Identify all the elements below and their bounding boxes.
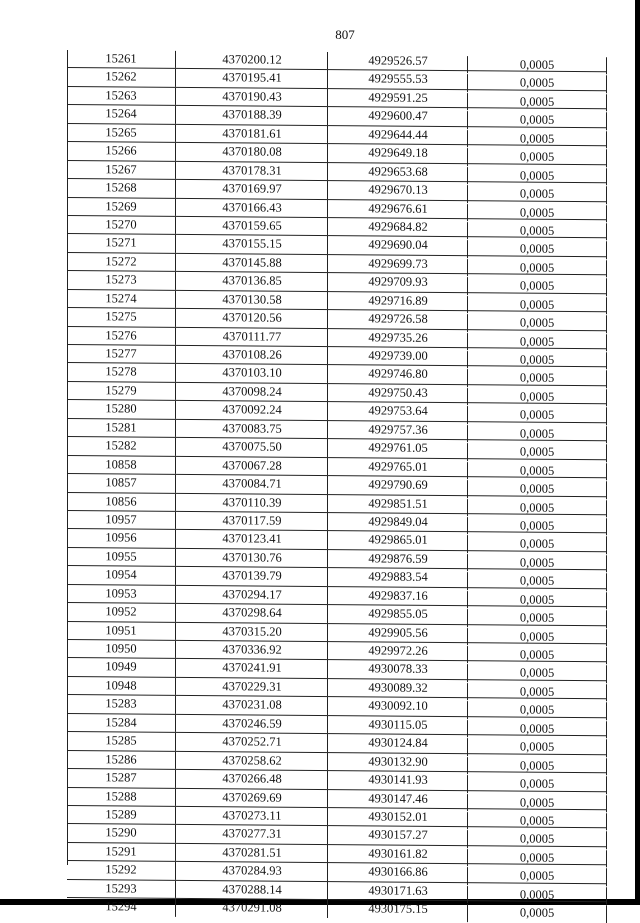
point-number-cell: 15270 [105, 217, 137, 232]
x-coordinate-cell: 4370252.71 [175, 733, 328, 752]
value-cell: 0,0005 [467, 812, 607, 831]
x-coordinate-cell: 4370098.24 [175, 383, 328, 402]
point-number-cell: 15292 [105, 862, 137, 877]
point-number-cell: 15289 [105, 807, 137, 822]
y-coordinate-cell: 4929855.05 [327, 605, 468, 624]
x-coordinate-cell: 4370241.91 [175, 659, 328, 678]
y-coordinate-cell: 4929790.69 [327, 476, 468, 495]
value-cell: 0,0005 [467, 572, 607, 591]
point-number-cell: 10949 [105, 659, 137, 674]
point-number-cell: 15272 [105, 254, 137, 269]
x-coordinate-cell: 4370181.61 [175, 125, 328, 144]
y-coordinate-cell: 4929876.59 [327, 550, 468, 569]
point-number-cell: 15274 [105, 290, 137, 306]
y-coordinate-cell: 4930161.82 [327, 845, 468, 864]
point-number-cell: 10951 [105, 622, 137, 638]
value-cell: 0,0005 [467, 720, 607, 739]
point-number-cell: 15283 [105, 696, 137, 711]
point-number-cell: 15286 [105, 751, 137, 767]
y-coordinate-cell: 4929591.25 [327, 89, 468, 108]
point-number-cell: 15290 [105, 825, 137, 840]
table-row [67, 898, 607, 920]
point-number-cell: 15262 [105, 69, 137, 84]
y-coordinate-cell: 4930147.46 [327, 790, 468, 809]
value-cell: 0,0005 [467, 259, 607, 278]
value-cell: 0,0005 [467, 296, 607, 315]
point-number-cell: 15284 [105, 715, 137, 730]
y-coordinate-cell: 4930092.10 [327, 697, 468, 716]
x-coordinate-cell: 4370075.50 [175, 438, 328, 457]
point-number-cell: 15293 [105, 880, 137, 896]
y-coordinate-cell: 4929883.54 [327, 568, 468, 587]
y-coordinate-cell: 4929600.47 [327, 107, 468, 126]
y-coordinate-cell: 4930157.27 [327, 826, 468, 845]
x-coordinate-cell: 4370178.31 [175, 161, 328, 180]
x-coordinate-cell: 4370103.10 [175, 364, 328, 383]
x-coordinate-cell: 4370083.75 [175, 420, 328, 439]
point-number-cell: 15294 [105, 899, 137, 914]
x-coordinate-cell: 4370269.69 [175, 788, 328, 807]
point-number-cell: 15268 [105, 180, 137, 195]
value-cell: 0,0005 [467, 277, 607, 296]
point-number-cell: 10948 [105, 678, 137, 693]
y-coordinate-cell: 4929735.26 [327, 329, 468, 348]
point-number-cell: 15276 [105, 327, 137, 343]
y-coordinate-cell: 4929837.16 [327, 587, 468, 606]
value-cell: 0,0005 [467, 646, 607, 665]
x-coordinate-cell: 4370111.77 [175, 327, 328, 346]
point-number-cell: 15282 [105, 438, 137, 453]
y-coordinate-cell: 4929670.13 [327, 181, 468, 200]
value-cell: 0,0005 [467, 904, 607, 923]
y-coordinate-cell: 4929972.26 [327, 642, 468, 661]
value-cell: 0,0005 [467, 554, 607, 573]
y-coordinate-cell: 4929676.61 [327, 200, 468, 219]
value-cell: 0,0005 [467, 480, 607, 499]
x-coordinate-cell: 4370180.08 [175, 143, 328, 162]
point-number-cell: 15265 [105, 125, 137, 140]
y-coordinate-cell: 4929905.56 [327, 624, 468, 643]
point-number-cell: 15280 [105, 401, 137, 416]
x-coordinate-cell: 4370123.41 [175, 530, 328, 549]
value-cell: 0,0005 [467, 148, 607, 167]
value-cell: 0,0005 [467, 831, 607, 850]
y-coordinate-cell: 4930166.86 [327, 863, 468, 882]
value-cell: 0,0005 [467, 333, 607, 352]
y-coordinate-cell: 4930124.84 [327, 734, 468, 753]
value-cell: 0,0005 [467, 517, 607, 536]
point-number-cell: 10954 [105, 567, 137, 582]
x-coordinate-cell: 4370159.65 [175, 217, 328, 236]
y-coordinate-cell: 4929653.68 [327, 163, 468, 182]
value-cell: 0,0005 [467, 536, 607, 555]
x-coordinate-cell: 4370288.14 [175, 881, 328, 900]
x-coordinate-cell: 4370110.39 [175, 493, 328, 512]
value-cell: 0,0005 [467, 222, 607, 241]
x-coordinate-cell: 4370169.97 [175, 180, 328, 199]
x-coordinate-cell: 4370190.43 [175, 88, 328, 107]
value-cell: 0,0005 [467, 443, 607, 462]
value-cell: 0,0005 [467, 591, 607, 610]
y-coordinate-cell: 4929644.44 [327, 126, 468, 145]
point-number-cell: 15271 [105, 235, 137, 250]
y-coordinate-cell: 4929746.80 [327, 365, 468, 384]
x-coordinate-cell: 4370139.79 [175, 567, 328, 586]
y-coordinate-cell: 4929851.51 [327, 495, 468, 514]
value-cell: 0,0005 [467, 701, 607, 720]
value-cell: 0,0005 [467, 185, 607, 204]
value-cell: 0,0005 [467, 204, 607, 223]
point-number-cell: 10955 [105, 549, 137, 564]
value-cell: 0,0005 [467, 683, 607, 702]
x-coordinate-cell: 4370117.59 [175, 512, 328, 531]
point-number-cell: 15285 [105, 733, 137, 748]
x-coordinate-cell: 4370291.08 [175, 899, 328, 918]
value-cell: 0,0005 [467, 757, 607, 776]
point-number-cell: 15287 [105, 770, 137, 785]
value-cell: 0,0005 [467, 130, 607, 149]
y-coordinate-cell: 4929761.05 [327, 439, 468, 458]
x-coordinate-cell: 4370229.31 [175, 678, 328, 697]
y-coordinate-cell: 4929555.53 [327, 70, 468, 89]
y-coordinate-cell: 4930078.33 [327, 660, 468, 679]
y-coordinate-cell: 4929750.43 [327, 384, 468, 403]
value-cell: 0,0005 [467, 849, 607, 868]
value-cell: 0,0005 [467, 738, 607, 757]
x-coordinate-cell: 4370155.15 [175, 235, 328, 254]
point-number-cell: 10856 [105, 493, 137, 509]
x-coordinate-cell: 4370266.48 [175, 770, 328, 789]
point-number-cell: 15278 [105, 364, 137, 379]
x-coordinate-cell: 4370084.71 [175, 475, 328, 494]
y-coordinate-cell: 4930132.90 [327, 753, 468, 772]
point-number-cell: 10956 [105, 530, 137, 545]
y-coordinate-cell: 4930171.63 [327, 882, 468, 901]
value-cell: 0,0005 [467, 111, 607, 130]
y-coordinate-cell: 4929716.89 [327, 292, 468, 311]
value-cell: 0,0005 [467, 93, 607, 112]
value-cell: 0,0005 [467, 370, 607, 389]
x-coordinate-cell: 4370145.88 [175, 254, 328, 273]
x-coordinate-cell: 4370120.56 [175, 309, 328, 328]
value-cell: 0,0005 [467, 425, 607, 444]
value-cell: 0,0005 [467, 406, 607, 425]
x-coordinate-cell: 4370284.93 [175, 862, 328, 881]
x-coordinate-cell: 4370246.59 [175, 715, 328, 734]
point-number-cell: 15263 [105, 88, 137, 103]
point-number-cell: 15291 [105, 844, 137, 859]
value-cell: 0,0005 [467, 314, 607, 333]
point-number-cell: 15266 [105, 143, 137, 158]
point-number-cell: 10857 [105, 475, 137, 490]
y-coordinate-cell: 4929757.36 [327, 421, 468, 440]
y-coordinate-cell: 4929526.57 [327, 52, 468, 71]
y-coordinate-cell: 4929684.82 [327, 218, 468, 237]
y-coordinate-cell: 4929709.93 [327, 273, 468, 292]
point-number-cell: 15279 [105, 383, 137, 398]
x-coordinate-cell: 4370277.31 [175, 825, 328, 844]
value-cell: 0,0005 [467, 609, 607, 628]
value-cell: 0,0005 [467, 462, 607, 481]
value-cell: 0,0005 [467, 794, 607, 813]
x-coordinate-cell: 4370130.58 [175, 291, 328, 310]
y-coordinate-cell: 4930175.15 [327, 900, 468, 919]
scan-edge-right [635, 0, 640, 905]
point-number-cell: 15261 [105, 51, 137, 66]
point-number-cell: 15264 [105, 106, 137, 121]
y-coordinate-cell: 4930089.32 [327, 679, 468, 698]
x-coordinate-cell: 4370136.85 [175, 272, 328, 291]
page-number: 807 [335, 27, 355, 42]
point-number-cell: 15281 [105, 420, 137, 435]
x-coordinate-cell: 4370315.20 [175, 622, 328, 641]
value-cell: 0,0005 [467, 388, 607, 407]
x-coordinate-cell: 4370273.11 [175, 807, 328, 826]
value-cell: 0,0005 [467, 886, 607, 905]
x-coordinate-cell: 4370108.26 [175, 346, 328, 365]
point-number-cell: 10957 [105, 512, 137, 527]
point-number-cell: 15273 [105, 272, 137, 287]
y-coordinate-cell: 4929699.73 [327, 255, 468, 274]
x-coordinate-cell: 4370294.17 [175, 586, 328, 605]
x-coordinate-cell: 4370188.39 [175, 106, 328, 125]
y-coordinate-cell: 4929739.00 [327, 347, 468, 366]
value-cell: 0,0005 [467, 241, 607, 260]
value-cell: 0,0005 [467, 867, 607, 886]
point-number-cell: 10950 [105, 641, 137, 656]
x-coordinate-cell: 4370092.24 [175, 401, 328, 420]
value-cell: 0,0005 [467, 499, 607, 518]
y-coordinate-cell: 4929765.01 [327, 458, 468, 477]
y-coordinate-cell: 4930152.01 [327, 808, 468, 827]
y-coordinate-cell: 4929649.18 [327, 144, 468, 163]
point-number-cell: 15267 [105, 161, 137, 177]
y-coordinate-cell: 4930141.93 [327, 771, 468, 790]
point-number-cell: 10953 [105, 585, 137, 601]
coordinates-table [67, 50, 607, 920]
point-number-cell: 15277 [105, 346, 137, 361]
point-number-cell: 10858 [105, 456, 137, 472]
x-coordinate-cell: 4370258.62 [175, 751, 328, 770]
x-coordinate-cell: 4370298.64 [175, 604, 328, 623]
value-cell: 0,0005 [467, 628, 607, 647]
x-coordinate-cell: 4370336.92 [175, 641, 328, 660]
x-coordinate-cell: 4370231.08 [175, 696, 328, 715]
x-coordinate-cell: 4370281.51 [175, 844, 328, 863]
y-coordinate-cell: 4929726.58 [327, 310, 468, 329]
point-number-cell: 15269 [105, 198, 137, 214]
value-cell: 0,0005 [467, 167, 607, 186]
x-coordinate-cell: 4370130.76 [175, 549, 328, 568]
x-coordinate-cell: 4370166.43 [175, 198, 328, 217]
value-cell: 0,0005 [467, 75, 607, 94]
x-coordinate-cell: 4370200.12 [175, 51, 328, 70]
x-coordinate-cell: 4370195.41 [175, 69, 328, 88]
y-coordinate-cell: 4929865.01 [327, 531, 468, 550]
y-coordinate-cell: 4929849.04 [327, 513, 468, 532]
y-coordinate-cell: 4930115.05 [327, 716, 468, 735]
point-number-cell: 15288 [105, 788, 137, 804]
y-coordinate-cell: 4929753.64 [327, 402, 468, 421]
point-number-cell: 10952 [105, 604, 137, 619]
y-coordinate-cell: 4929690.04 [327, 236, 468, 255]
x-coordinate-cell: 4370067.28 [175, 456, 328, 475]
value-cell: 0,0005 [467, 351, 607, 370]
value-cell: 0,0005 [467, 775, 607, 794]
point-number-cell: 15275 [105, 309, 137, 324]
value-cell: 0,0005 [467, 665, 607, 684]
value-cell: 0,0005 [467, 56, 607, 75]
